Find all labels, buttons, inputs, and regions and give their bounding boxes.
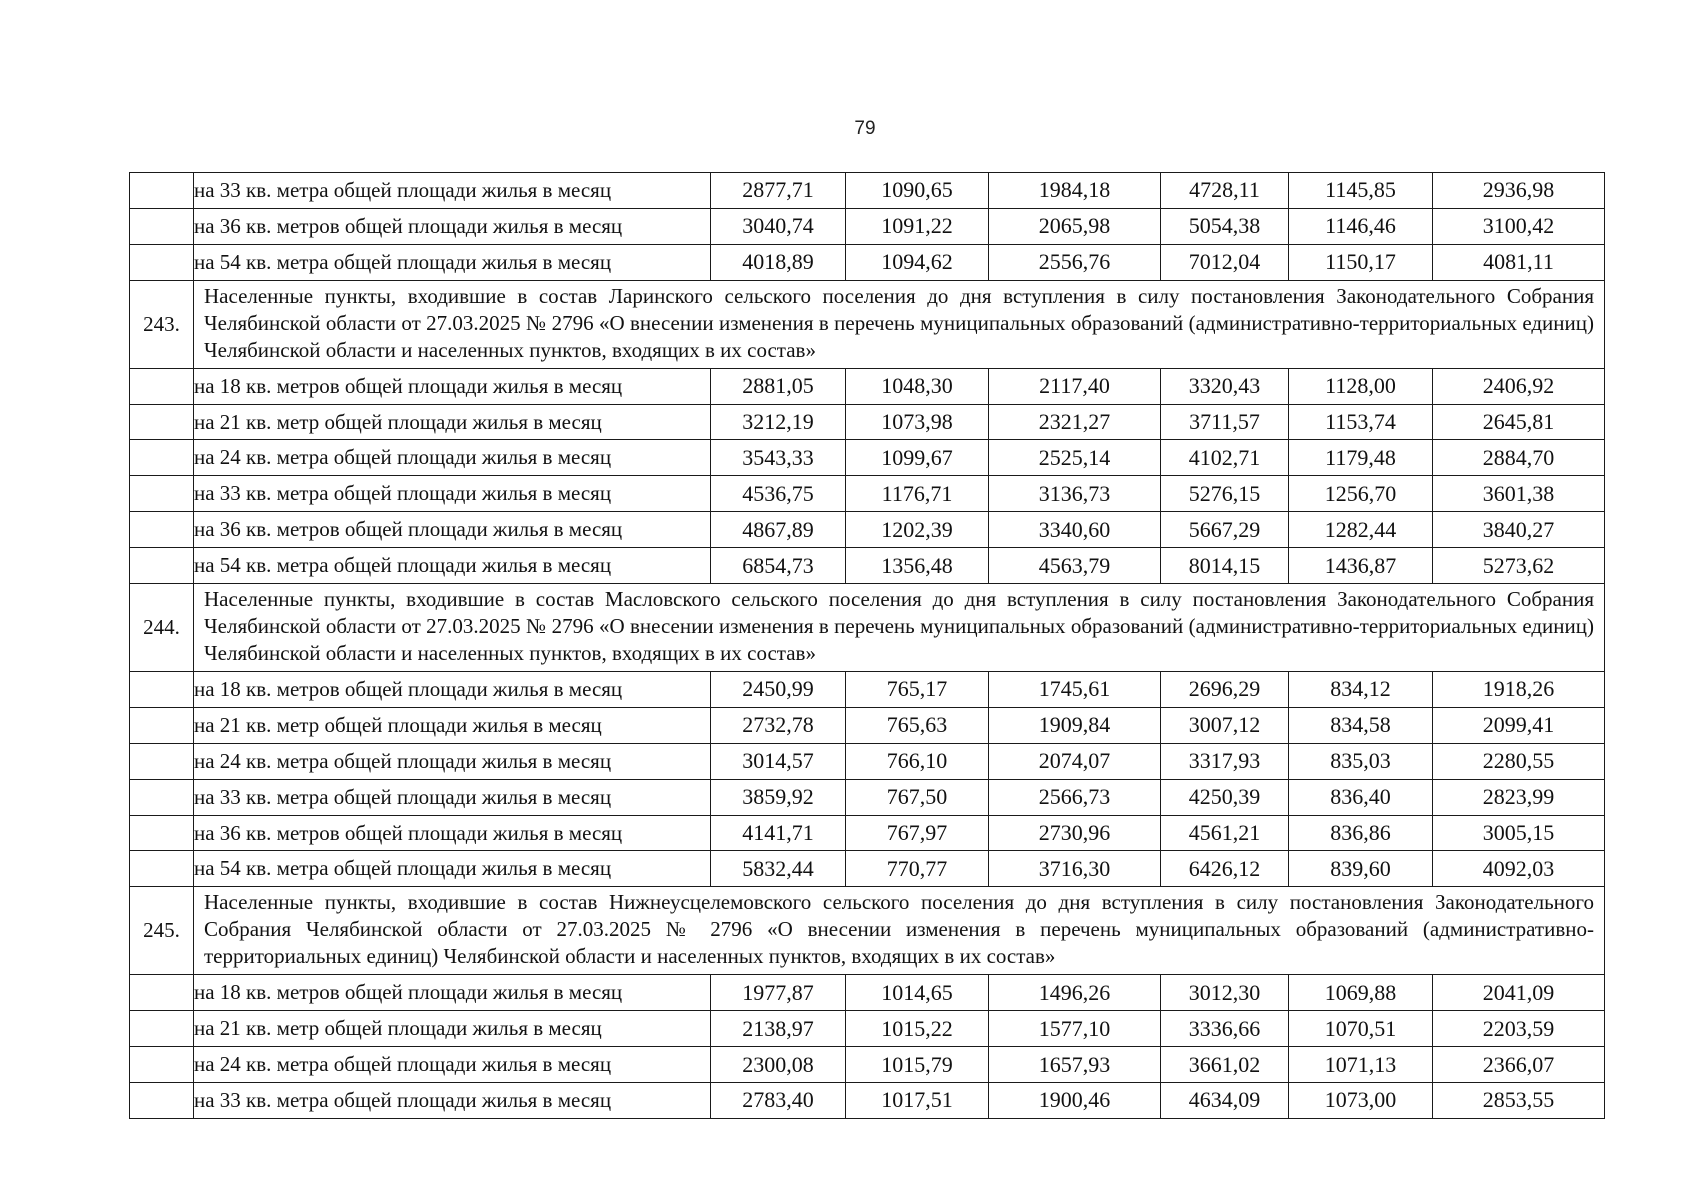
value-cell: 765,17 [846,672,989,708]
table-row [130,672,1605,708]
value-cell: 3005,15 [1433,815,1605,851]
value-cell: 2366,07 [1433,1047,1605,1083]
value-cell: 4728,11 [1161,173,1289,209]
row-number [130,975,194,1011]
value-cell: 5276,15 [1161,476,1289,512]
value-cell: 4536,75 [711,476,846,512]
row-description: на 54 кв. метра общей площади жилья в месяц [194,244,711,280]
value-cell: 1090,65 [846,173,989,209]
value-cell: 2783,40 [711,1083,846,1119]
table-row [130,548,1605,584]
value-cell: 1048,30 [846,368,989,404]
row-number [130,1083,194,1119]
value-cell: 2406,92 [1433,368,1605,404]
value-cell: 3840,27 [1433,512,1605,548]
value-cell: 1977,87 [711,975,846,1011]
value-cell: 2823,99 [1433,779,1605,815]
tariff-table [129,172,1605,1119]
value-cell: 5054,38 [1161,208,1289,244]
value-cell: 4634,09 [1161,1083,1289,1119]
section-title: Населенные пункты, входившие в состав Масловского сельского поселения до дня вступления в силу постановления Законодательного Собрания Челябинской области от 27.03.2025 № 2796 «О внесении изменения в перечень муниципальных образований (административно-территориальных единиц) Челябинской области и населенных пунктов, входящих в их состав» [194,584,1605,672]
row-number [130,440,194,476]
value-cell: 839,60 [1289,851,1433,887]
value-cell: 3859,92 [711,779,846,815]
section-header-row [130,280,1605,368]
value-cell: 1150,17 [1289,244,1433,280]
value-cell: 2566,73 [989,779,1161,815]
value-cell: 3711,57 [1161,404,1289,440]
row-number: 244. [130,584,194,672]
row-number [130,208,194,244]
table-row [130,779,1605,815]
value-cell: 1909,84 [989,707,1161,743]
row-number [130,743,194,779]
value-cell: 3716,30 [989,851,1161,887]
value-cell: 1071,13 [1289,1047,1433,1083]
row-description: на 54 кв. метра общей площади жилья в месяц [194,851,711,887]
value-cell: 1202,39 [846,512,989,548]
row-number [130,1011,194,1047]
value-cell: 834,58 [1289,707,1433,743]
value-cell: 2732,78 [711,707,846,743]
value-cell: 834,12 [1289,672,1433,708]
value-cell: 5273,62 [1433,548,1605,584]
value-cell: 1176,71 [846,476,989,512]
value-cell: 2936,98 [1433,173,1605,209]
value-cell: 5667,29 [1161,512,1289,548]
value-cell: 1918,26 [1433,672,1605,708]
row-description: на 21 кв. метр общей площади жилья в месяц [194,707,711,743]
value-cell: 2450,99 [711,672,846,708]
table-row [130,512,1605,548]
value-cell: 2203,59 [1433,1011,1605,1047]
value-cell: 3012,30 [1161,975,1289,1011]
value-cell: 5832,44 [711,851,846,887]
row-description: на 24 кв. метра общей площади жилья в месяц [194,440,711,476]
value-cell: 1436,87 [1289,548,1433,584]
value-cell: 1577,10 [989,1011,1161,1047]
row-number [130,1047,194,1083]
value-cell: 1069,88 [1289,975,1433,1011]
table-row [130,1011,1605,1047]
value-cell: 4250,39 [1161,779,1289,815]
value-cell: 4141,71 [711,815,846,851]
row-number [130,851,194,887]
value-cell: 1900,46 [989,1083,1161,1119]
value-cell: 6426,12 [1161,851,1289,887]
value-cell: 4018,89 [711,244,846,280]
value-cell: 1015,22 [846,1011,989,1047]
value-cell: 2877,71 [711,173,846,209]
row-number [130,779,194,815]
value-cell: 1146,46 [1289,208,1433,244]
value-cell: 767,97 [846,815,989,851]
value-cell: 4081,11 [1433,244,1605,280]
row-description: на 54 кв. метра общей площади жилья в месяц [194,548,711,584]
value-cell: 7012,04 [1161,244,1289,280]
row-description: на 18 кв. метров общей площади жилья в месяц [194,368,711,404]
value-cell: 1179,48 [1289,440,1433,476]
row-number: 243. [130,280,194,368]
value-cell: 1070,51 [1289,1011,1433,1047]
row-description: на 33 кв. метра общей площади жилья в месяц [194,173,711,209]
value-cell: 3317,93 [1161,743,1289,779]
value-cell: 1657,93 [989,1047,1161,1083]
tariff-table-body [130,173,1605,1119]
row-number [130,707,194,743]
value-cell: 3340,60 [989,512,1161,548]
row-description: на 33 кв. метра общей площади жилья в месяц [194,779,711,815]
value-cell: 2300,08 [711,1047,846,1083]
value-cell: 4563,79 [989,548,1161,584]
value-cell: 1073,98 [846,404,989,440]
section-title: Населенные пункты, входившие в состав Нижнеусцелемовского сельского поселения до дня вступления в силу постановления Законодательного Собрания Челябинской области от 27.03.2025 № 2796 «О внесении изменения в перечень муниципальных образований (административно-территориальных единиц) Челябинской области и населенных пунктов, входящих в их состав» [194,887,1605,975]
value-cell: 1984,18 [989,173,1161,209]
value-cell: 3661,02 [1161,1047,1289,1083]
table-row [130,244,1605,280]
row-number [130,173,194,209]
table-row [130,476,1605,512]
value-cell: 3212,19 [711,404,846,440]
value-cell: 2853,55 [1433,1083,1605,1119]
value-cell: 766,10 [846,743,989,779]
value-cell: 2696,29 [1161,672,1289,708]
table-row [130,1047,1605,1083]
row-description: на 18 кв. метров общей площади жилья в месяц [194,975,711,1011]
value-cell: 1356,48 [846,548,989,584]
value-cell: 4102,71 [1161,440,1289,476]
value-cell: 3014,57 [711,743,846,779]
row-number [130,815,194,851]
value-cell: 3007,12 [1161,707,1289,743]
row-number [130,404,194,440]
value-cell: 1073,00 [1289,1083,1433,1119]
value-cell: 2041,09 [1433,975,1605,1011]
value-cell: 2074,07 [989,743,1161,779]
row-number [130,476,194,512]
row-description: на 33 кв. метра общей площади жилья в месяц [194,1083,711,1119]
value-cell: 3040,74 [711,208,846,244]
value-cell: 3543,33 [711,440,846,476]
value-cell: 2117,40 [989,368,1161,404]
row-number [130,368,194,404]
row-number: 245. [130,887,194,975]
value-cell: 2645,81 [1433,404,1605,440]
value-cell: 3136,73 [989,476,1161,512]
value-cell: 1099,67 [846,440,989,476]
row-description: на 24 кв. метра общей площади жилья в месяц [194,1047,711,1083]
row-description: на 36 кв. метров общей площади жилья в месяц [194,815,711,851]
value-cell: 1256,70 [1289,476,1433,512]
value-cell: 767,50 [846,779,989,815]
row-number [130,548,194,584]
table-row [130,208,1605,244]
value-cell: 765,63 [846,707,989,743]
value-cell: 2138,97 [711,1011,846,1047]
table-row [130,975,1605,1011]
row-description: на 36 кв. метров общей площади жилья в месяц [194,208,711,244]
value-cell: 1015,79 [846,1047,989,1083]
value-cell: 2065,98 [989,208,1161,244]
table-row [130,815,1605,851]
table-row [130,440,1605,476]
row-description: на 36 кв. метров общей площади жилья в месяц [194,512,711,548]
row-description: на 18 кв. метров общей площади жилья в месяц [194,672,711,708]
row-number [130,244,194,280]
value-cell: 2099,41 [1433,707,1605,743]
value-cell: 4561,21 [1161,815,1289,851]
value-cell: 1745,61 [989,672,1161,708]
value-cell: 1128,00 [1289,368,1433,404]
row-description: на 21 кв. метр общей площади жилья в месяц [194,1011,711,1047]
table-row [130,743,1605,779]
value-cell: 3100,42 [1433,208,1605,244]
value-cell: 1094,62 [846,244,989,280]
value-cell: 2556,76 [989,244,1161,280]
table-row [130,368,1605,404]
value-cell: 1282,44 [1289,512,1433,548]
value-cell: 2321,27 [989,404,1161,440]
value-cell: 836,86 [1289,815,1433,851]
value-cell: 2280,55 [1433,743,1605,779]
table-row [130,404,1605,440]
table-row [130,851,1605,887]
section-header-row [130,887,1605,975]
value-cell: 1153,74 [1289,404,1433,440]
table-row [130,173,1605,209]
value-cell: 1017,51 [846,1083,989,1119]
value-cell: 1014,65 [846,975,989,1011]
value-cell: 3320,43 [1161,368,1289,404]
value-cell: 835,03 [1289,743,1433,779]
page-number: 79 [854,118,876,139]
row-description: на 24 кв. метра общей площади жилья в месяц [194,743,711,779]
table-row [130,1083,1605,1119]
value-cell: 1145,85 [1289,173,1433,209]
value-cell: 2881,05 [711,368,846,404]
section-title: Населенные пункты, входившие в состав Ларинского сельского поселения до дня вступления в силу постановления Законодательного Собрания Челябинской области от 27.03.2025 № 2796 «О внесении изменения в перечень муниципальных образований (административно-территориальных единиц) Челябинской области и населенных пунктов, входящих в их состав» [194,280,1605,368]
row-description: на 21 кв. метр общей площади жилья в месяц [194,404,711,440]
value-cell: 8014,15 [1161,548,1289,584]
value-cell: 3336,66 [1161,1011,1289,1047]
value-cell: 6854,73 [711,548,846,584]
value-cell: 770,77 [846,851,989,887]
value-cell: 4867,89 [711,512,846,548]
value-cell: 3601,38 [1433,476,1605,512]
section-header-row [130,584,1605,672]
row-description: на 33 кв. метра общей площади жилья в месяц [194,476,711,512]
value-cell: 4092,03 [1433,851,1605,887]
value-cell: 2730,96 [989,815,1161,851]
table-row [130,707,1605,743]
value-cell: 836,40 [1289,779,1433,815]
value-cell: 2884,70 [1433,440,1605,476]
value-cell: 1091,22 [846,208,989,244]
row-number [130,672,194,708]
value-cell: 1496,26 [989,975,1161,1011]
row-number [130,512,194,548]
value-cell: 2525,14 [989,440,1161,476]
